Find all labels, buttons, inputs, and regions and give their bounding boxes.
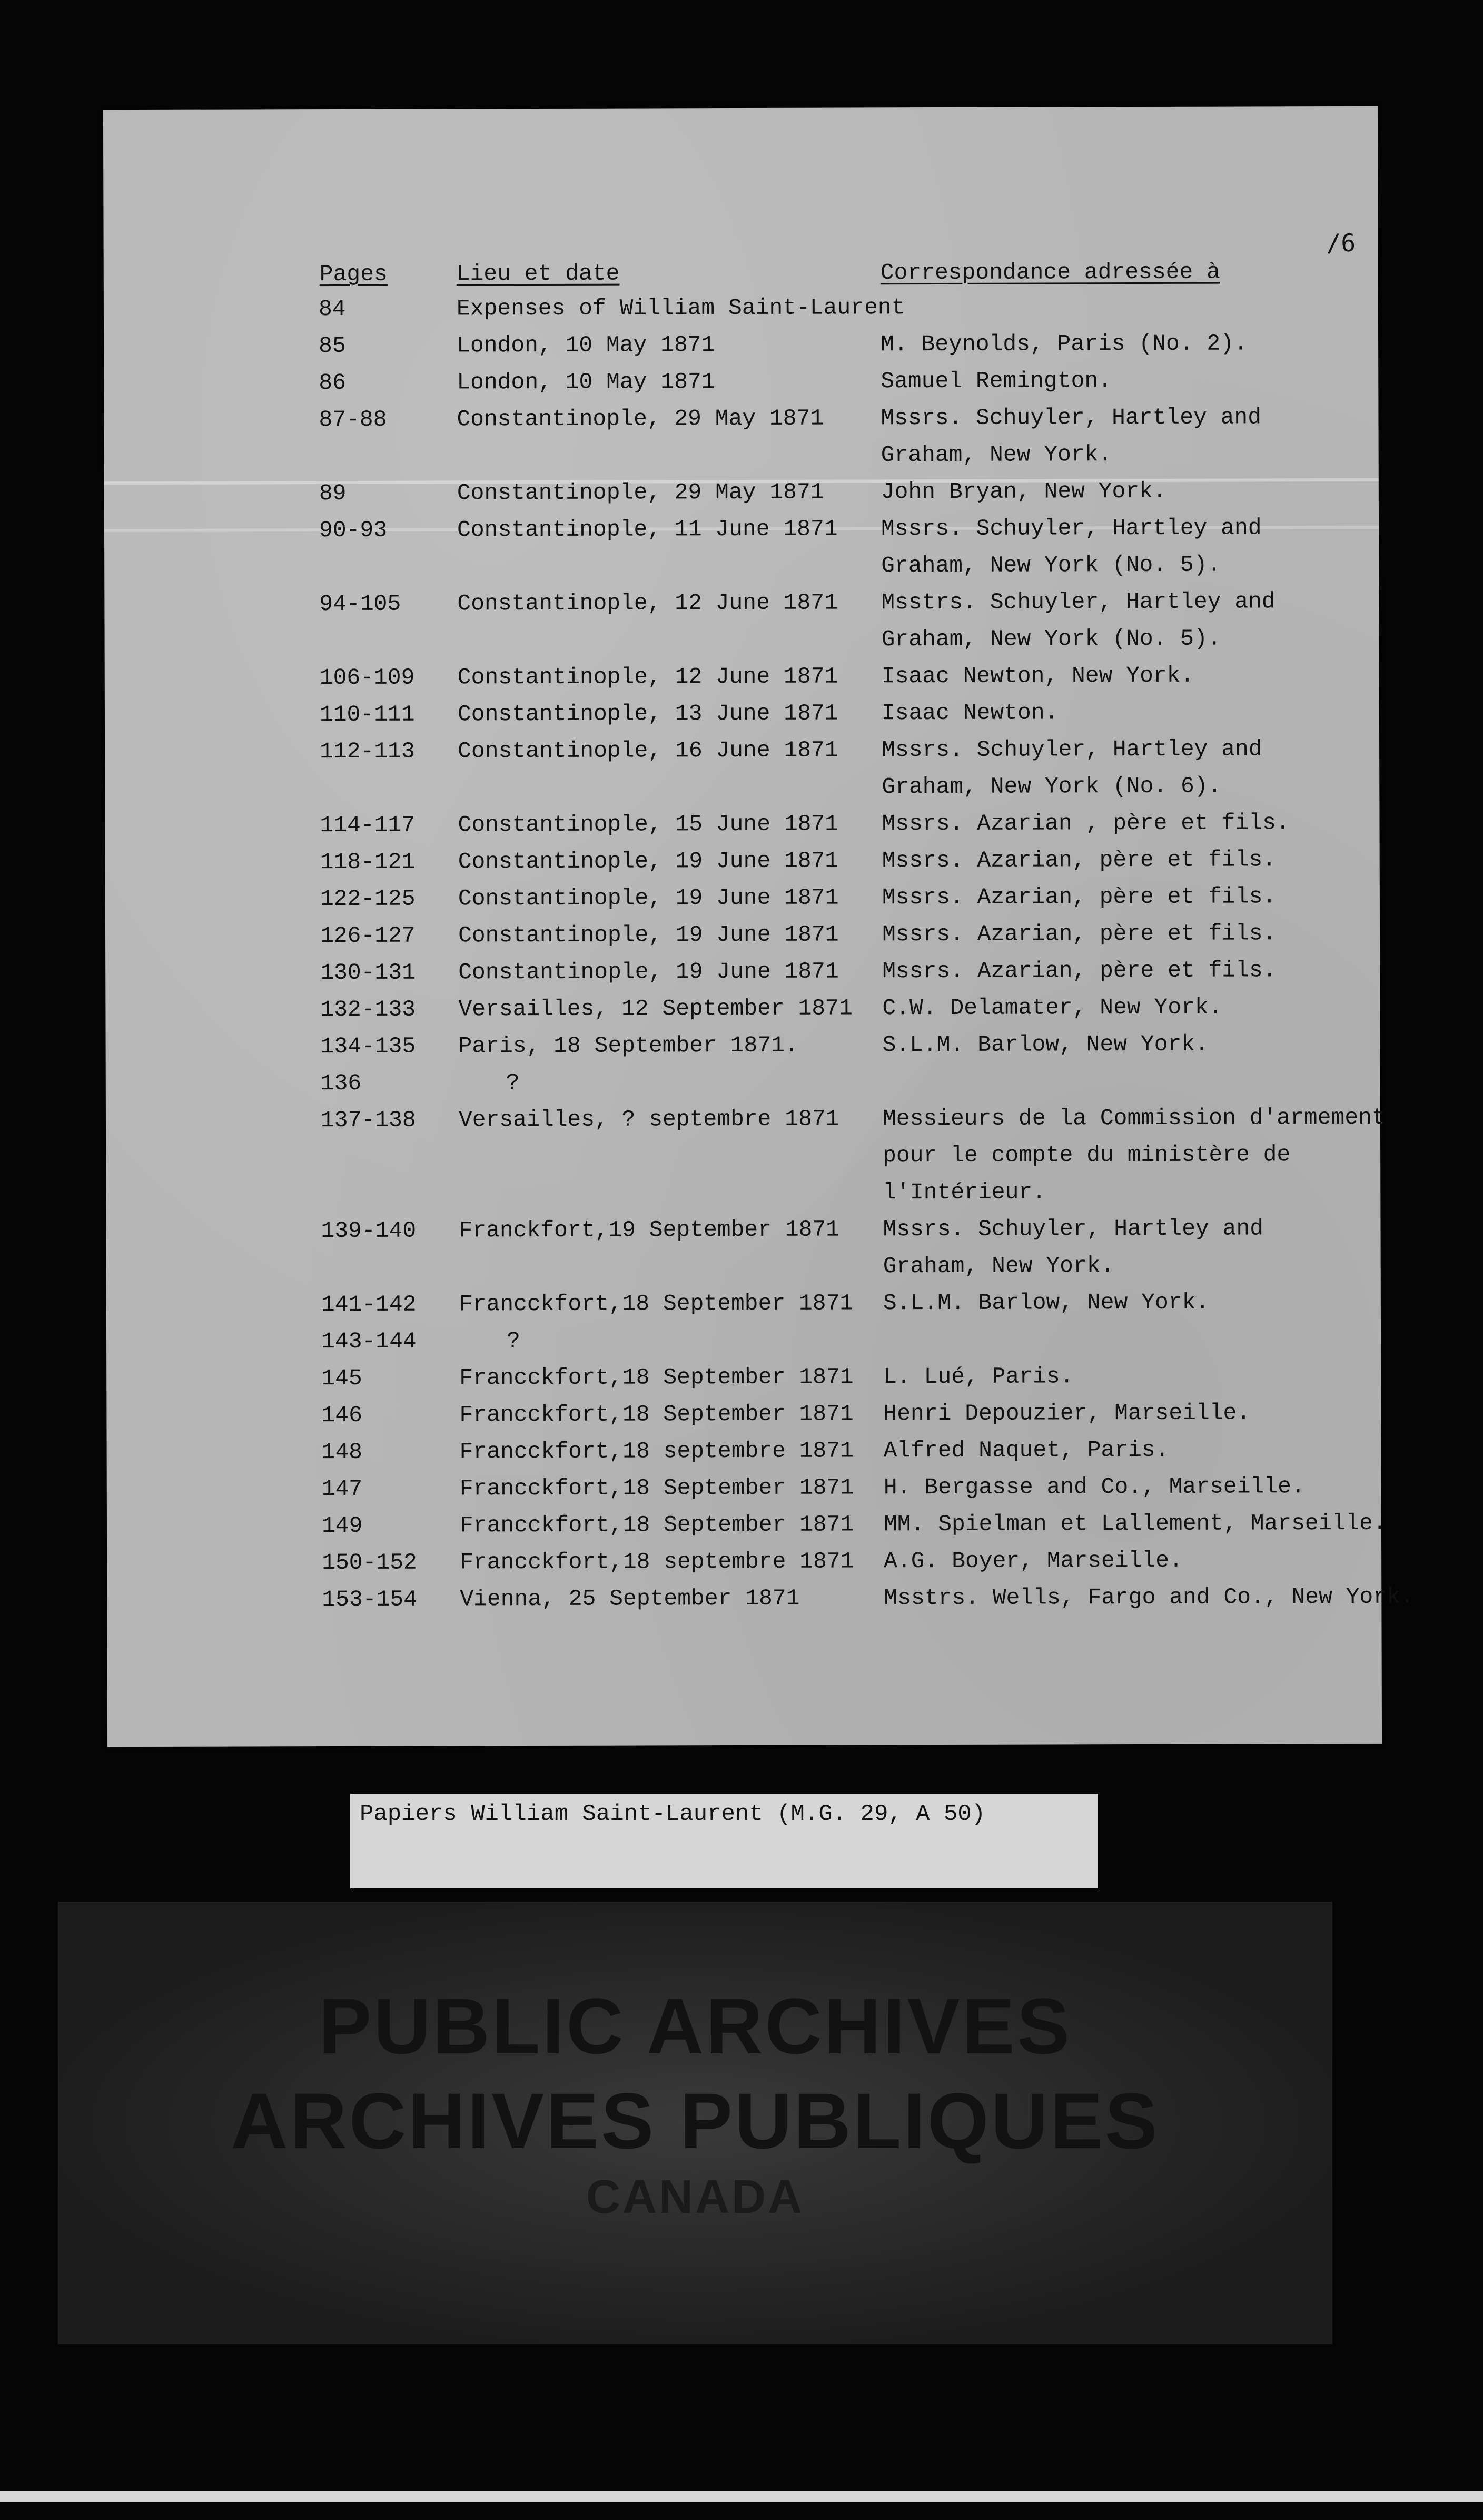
entry-pages: 122-125	[320, 885, 416, 912]
entry-addressee: l'Intérieur.	[883, 1179, 1046, 1206]
entry-pages: 136	[320, 1070, 362, 1097]
entry-addressee: John Bryan, New York.	[881, 478, 1166, 505]
stamp-line: ARCHIVES PUBLIQUES	[231, 2076, 1160, 2165]
entry-place-date: Constantinople, 19 June 1871	[458, 921, 839, 949]
document-sheet	[103, 106, 1414, 1747]
entry-addressee: MM. Spielman et Lallement, Marseille.	[883, 1510, 1387, 1538]
entry-pages: 106-109	[319, 664, 415, 691]
entry-pages: 147	[321, 1475, 363, 1502]
entry-addressee: Msstrs. Schuyler, Hartley and	[881, 588, 1276, 616]
entry-addressee: S.L.M. Barlow, New York.	[882, 1031, 1209, 1058]
stamp-line: CANADA	[586, 2171, 804, 2223]
entry-pages: 118-121	[320, 849, 416, 875]
entry-place-date: Francckfort,18 September 1871	[459, 1364, 854, 1391]
entry-pages: 143-144	[321, 1328, 417, 1355]
entry-pages: 89	[319, 480, 347, 507]
entry-place-date: Francckfort,18 septembre 1871	[460, 1548, 854, 1576]
entry-addressee: Henri Depouzier, Marseille.	[883, 1400, 1251, 1427]
entry-addressee: Mssrs. Schuyler, Hartley and	[881, 404, 1262, 431]
entry-addressee: Mssrs. Azarian, père et fils.	[882, 883, 1277, 911]
entry-pages: 149	[321, 1512, 363, 1539]
entry-addressee: S.L.M. Barlow, New York.	[883, 1289, 1210, 1316]
entry-place-date: Versailles, 12 September 1871	[458, 995, 853, 1022]
entry-addressee: C.W. Delamater, New York.	[882, 994, 1222, 1021]
entry-place-date: Constantinople, 19 June 1871	[458, 884, 839, 912]
entry-addressee: Mssrs. Schuyler, Hartley and	[881, 515, 1262, 542]
entry-pages: 137-138	[320, 1107, 416, 1134]
entry-addressee: L. Lué, Paris.	[883, 1363, 1074, 1390]
label-text: Papiers William Saint-Laurent (M.G. 29, A 50)	[360, 1801, 986, 1827]
entry-pages: 110-111	[319, 701, 415, 728]
stamp-line: PUBLIC ARCHIVES	[319, 1982, 1072, 2070]
entry-addressee: Samuel Remington.	[881, 368, 1112, 395]
entry-addressee: Isaac Newton, New York.	[881, 662, 1194, 690]
entry-place-date: Francckfort,18 September 1871	[459, 1401, 854, 1428]
film-edge	[0, 2491, 1483, 2502]
entry-addressee: Mssrs. Azarian, père et fils.	[882, 846, 1277, 874]
entry-pages: 84	[318, 296, 346, 322]
entry-place-date: Constantinople, 16 June 1871	[458, 737, 838, 764]
entry-place-date: Francckfort,18 September 1871	[459, 1290, 854, 1317]
entry-addressee: Graham, New York (No. 5).	[881, 552, 1221, 579]
entry-addressee: Graham, New York.	[883, 1253, 1114, 1279]
entry-pages: 112-113	[320, 738, 415, 765]
entry-place-date: Constantinople, 12 June 1871	[457, 663, 838, 691]
entry-pages: 87-88	[319, 406, 387, 433]
entry-pages: 134-135	[320, 1033, 416, 1060]
entry-addressee: Isaac Newton.	[881, 700, 1059, 726]
entry-addressee: Mssrs. Schuyler, Hartley and	[882, 736, 1262, 763]
entry-addressee: H. Bergasse and Co., Marseille.	[883, 1473, 1305, 1501]
entry-place-date: London, 10 May 1871	[457, 369, 715, 396]
entry-pages: 86	[319, 369, 346, 396]
entry-place-date: Constantinople, 13 June 1871	[457, 700, 838, 727]
entry-place-date: Constantinople, 19 June 1871	[458, 958, 839, 986]
header-place-date: Lieu et date	[456, 260, 620, 287]
entry-addressee: pour le compte du ministère de	[883, 1141, 1291, 1169]
entry-pages: 85	[319, 332, 346, 359]
entry-addressee: Mssrs. Schuyler, Hartley and	[883, 1215, 1264, 1243]
entry-pages: 148	[321, 1439, 363, 1465]
entry-pages: 145	[321, 1365, 362, 1392]
entry-pages: 132-133	[320, 996, 416, 1023]
header-pages: Pages	[319, 261, 388, 288]
entry-place-date: ?	[506, 1070, 520, 1096]
entry-pages: 153-154	[322, 1586, 418, 1613]
entry-place-date: Constantinople, 29 May 1871	[457, 479, 824, 506]
entry-addressee: Mssrs. Azarian , père et fils.	[882, 810, 1290, 837]
entry-pages: 146	[321, 1402, 362, 1429]
entry-place-date: London, 10 May 1871	[457, 332, 715, 359]
entry-place-date: Francckfort,18 September 1871	[459, 1511, 854, 1539]
entry-place-date: ?	[506, 1328, 520, 1354]
entry-addressee: Graham, New York.	[881, 441, 1112, 468]
entry-pages: 94-105	[319, 590, 401, 617]
entry-place-date: Francckfort,18 septembre 1871	[459, 1438, 854, 1465]
entry-addressee: A.G. Boyer, Marseille.	[884, 1547, 1183, 1574]
entry-place-date: Constantinople, 29 May 1871	[457, 405, 824, 432]
entry-place-date: Constantinople, 15 June 1871	[458, 811, 839, 838]
entry-addressee: Mssrs. Azarian, père et fils.	[882, 920, 1277, 948]
entry-place-date: Expenses of William Saint-Laurent	[456, 294, 905, 322]
entry-place-date: Constantinople, 11 June 1871	[457, 516, 838, 543]
entry-place-date: Paris, 18 September 1871.	[458, 1032, 798, 1059]
entry-pages: 130-131	[320, 959, 416, 986]
header-addressee: Correspondance adressée à	[880, 259, 1220, 286]
entry-addressee: Messieurs de la Commission d'armement	[882, 1104, 1386, 1132]
entry-addressee: M. Beynolds, Paris (No. 2).	[881, 330, 1248, 358]
entry-pages: 90-93	[319, 517, 388, 544]
entry-pages: 139-140	[321, 1217, 417, 1244]
entry-addressee: Mssrs. Azarian, père et fils.	[882, 957, 1277, 985]
page-number: /6	[1326, 228, 1356, 258]
entry-pages: 141-142	[321, 1291, 417, 1318]
entry-place-date: Versailles, ? septembre 1871	[458, 1106, 839, 1133]
entry-addressee: Graham, New York (No. 5).	[881, 625, 1221, 653]
entry-pages: 114-117	[320, 812, 416, 839]
entry-place-date: Constantinople, 12 June 1871	[457, 589, 838, 617]
entry-addressee: Msstrs. Wells, Fargo and Co., New York.	[884, 1583, 1414, 1611]
entry-place-date: Vienna, 25 September 1871	[460, 1585, 800, 1612]
entry-place-date: Francckfort,18 September 1871	[459, 1474, 854, 1502]
archives-stamp	[58, 1902, 1332, 2344]
entry-pages: 126-127	[320, 922, 416, 949]
archive-label	[350, 1794, 1098, 1888]
entry-addressee: Alfred Naquet, Paris.	[883, 1436, 1169, 1464]
entry-addressee: Graham, New York (No. 6).	[882, 773, 1222, 800]
entry-place-date: Franckfort,19 September 1871	[459, 1216, 840, 1244]
entry-place-date: Constantinople, 19 June 1871	[458, 848, 839, 875]
entry-pages: 150-152	[322, 1549, 417, 1576]
